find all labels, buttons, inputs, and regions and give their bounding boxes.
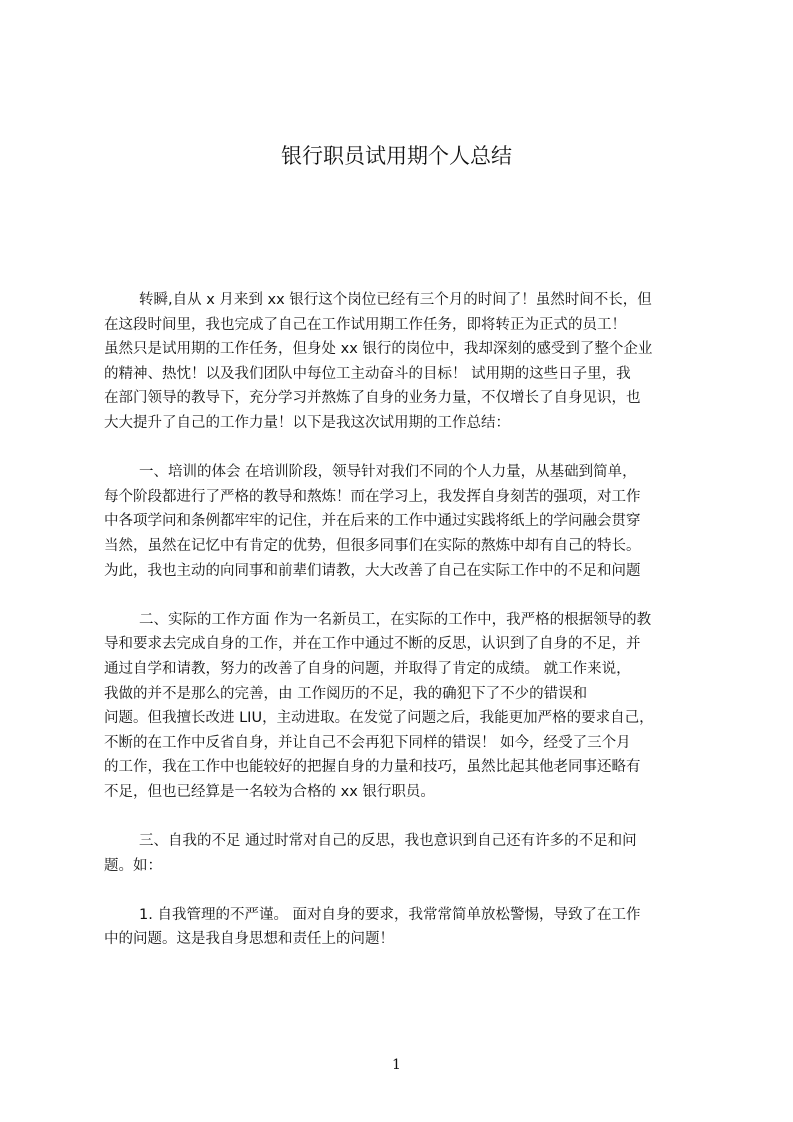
paragraph-line: 三、自我的不足 通过时常对自己的反思，我也意识到自己还有许多的不足和问 [139,833,637,850]
paragraph-line: 的精神、热忱！以及我们团队中每位工主动奋斗的目标！ 试用期的这些日子里，我 [104,365,631,382]
document-title: 银行职员试用期个人总结 [281,144,512,168]
paragraph-line: 导和要求去完成自身的工作，并在工作中通过不断的反思，认识到了自身的不足，并 [104,636,641,653]
paragraph-line: 中的问题。这是我自身思想和责任上的问题！ [104,931,394,948]
paragraph-line: 在部门领导的教导下，充分学习并熬炼了自身的业务力量，不仅增长了自身见识，也 [104,390,641,407]
paragraph-line: 不足，但也已经算是一名较为合格的 xx 银行职员。 [104,783,435,800]
paragraph-line: 中各项学问和条例都牢牢的记住，并在后来的工作中通过实践将纸上的学问融会贯穿 [104,513,641,530]
paragraph-line: 问题。但我擅长改进 LIU，主动进取。在发觉了问题之后，我能更加严格的要求自己， [104,710,654,727]
paragraph-line: 虽然只是试用期的工作任务，但身处 xx 银行的岗位中，我却深刻的感受到了整个企业 [104,341,653,358]
paragraph-shortcomings [104,829,698,878]
paragraph-intro [104,288,698,436]
paragraph-line: 我做的并不是那么的完善，由 工作阅历的不足，我的确犯下了不少的错误和 [104,685,588,702]
paragraph-gap [104,583,698,608]
paragraph-self-management [104,903,698,952]
paragraph-gap [104,436,698,461]
page-number: 1 [392,1057,401,1073]
paragraph-line: 通过自学和请教，努力的改善了自身的问题，并取得了肯定的成绩。 就工作来说， [104,660,631,677]
paragraph-line: 题。如： [104,857,162,874]
paragraph-training [104,460,698,583]
paragraph-line: 1. 自我管理的不严谨。 面对自身的要求，我常常简单放松警惕，导致了在工作 [139,906,641,923]
paragraph-line: 的工作，我在工作中也能较好的把握自身的力量和技巧，虽然比起其他老同事还略有 [104,759,641,776]
paragraph-line: 在这段时间里，我也完成了自己在工作试用期工作任务，即将转正为正式的员工！ [104,316,626,333]
paragraph-line: 转瞬,自从 x 月来到 xx 银行这个岗位已经有三个月的时间了！虽然时间不长，但 [139,292,652,308]
paragraph-gap [104,804,698,829]
paragraph-line: 为此，我也主动的向同事和前辈们请教，大大改善了自己在实际工作中的不足和问题 [104,562,641,579]
paragraph-line: 每个阶段都进行了严格的教导和熬炼！而在学习上，我发挥自身刻苦的强项，对工作 [104,488,641,505]
paragraph-line: 二、实际的工作方面 作为一名新员工，在实际的工作中，我严格的根据领导的教 [139,611,652,628]
paragraph-line: 一、培训的体会 在培训阶段，领导针对我们不同的个人力量，从基础到简单， [139,464,637,481]
paragraph-line: 大大提升了自己的工作力量！以下是我这次试用期的工作总结： [104,414,510,431]
paragraph-gap [104,878,698,903]
paragraph-line: 不断的在工作中反省自身，并让自己不会再犯下同样的错误！ 如今，经受了三个月 [104,734,631,751]
document-body [104,288,698,952]
paragraph-actual-work [104,608,698,805]
paragraph-line: 当然，虽然在记忆中有肯定的优势，但很多同事们在实际的熬炼中却有自己的特长。 [104,537,641,554]
